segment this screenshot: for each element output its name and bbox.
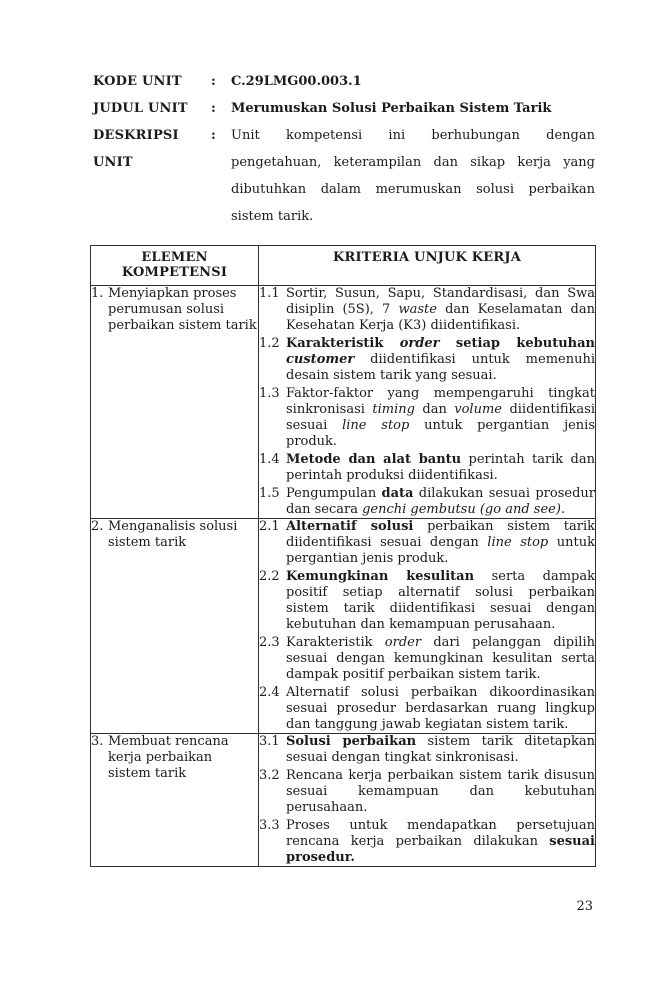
kuk-text-segment: genchi gembutsu (go and see).	[362, 502, 566, 517]
elemen-number: 3.	[91, 734, 104, 749]
kuk-item	[259, 685, 595, 733]
kuk-text	[286, 486, 595, 518]
elemen-item	[91, 734, 258, 782]
elemen-number: 2.	[91, 519, 104, 534]
unit-header-colon: :	[211, 74, 216, 89]
kuk-text-segment: timing	[372, 402, 415, 417]
kuk-text-segment: Faktor-faktor yang mempengaruhi tingkat sinkronisasi	[286, 386, 595, 417]
kuk-text-segment: perintah tarik dan perintah produksi diidentifikasi.	[286, 452, 595, 483]
kuk-text-segment: Alternatif solusi	[286, 519, 414, 534]
unit-header-colon: :	[211, 101, 216, 116]
kuk-text-segment: serta dampak positif setiap alternatif solusi perbaikan sistem tarik diidentifikasi sesuai dengan kebutuhan dan kemampuan perusahaan.	[286, 569, 596, 632]
kuk-text-segment: dari pelanggan dipilih sesuai dengan kemungkinan kesulitan serta dampak positif perbaikan sistem tarik.	[286, 635, 595, 682]
unit-header-label: KODE UNIT	[93, 74, 182, 89]
kuk-text-segment: line stop	[342, 418, 410, 433]
kuk-text	[286, 452, 595, 484]
kuk-text-segment: order	[399, 336, 440, 351]
kuk-text-segment: Karakteristik	[286, 336, 400, 351]
kuk-text	[286, 685, 595, 733]
kuk-number: 3.1	[259, 734, 280, 749]
kuk-number: 3.3	[259, 818, 280, 833]
kuk-text-segment: Proses untuk mendapatkan persetujuan rencana kerja perbaikan dilakukan	[286, 818, 595, 849]
kuk-text-segment: dilakukan sesuai prosedur dan secara	[286, 486, 595, 517]
competency-table-header	[91, 246, 596, 286]
kuk-text	[286, 286, 595, 334]
kuk-text-segment: sesuai prosedur.	[286, 834, 595, 865]
kuk-item	[259, 519, 595, 567]
elemen-kompetensi-cell	[91, 286, 259, 519]
kuk-text-segment: diidentifikasi untuk memenuhi desain sistem tarik yang sesuai.	[286, 352, 595, 383]
kuk-text-segment: Karakteristik	[286, 635, 385, 650]
elemen-text: Menganalisis solusi sistem tarik	[108, 519, 238, 550]
kuk-item	[259, 734, 595, 766]
kuk-text-segment: diidentifikasi sesuai	[286, 402, 595, 433]
kuk-item	[259, 818, 595, 866]
table-row	[91, 734, 596, 867]
unit-header	[93, 68, 595, 230]
kuk-text	[286, 336, 595, 384]
kuk-text-segment: dan Keselamatan dan Kesehatan Kerja (K3) diidentifikasi.	[286, 302, 595, 333]
elemen-kompetensi-cell	[91, 734, 259, 867]
kuk-text	[286, 519, 595, 567]
unit-header-row	[93, 122, 595, 230]
kuk-text-segment: untuk pergantian jenis produk.	[286, 535, 595, 566]
kuk-item	[259, 635, 595, 683]
kuk-text-segment: volume	[454, 402, 502, 417]
elemen-text: Membuat rencana kerja perbaikan sistem tarik	[108, 734, 229, 781]
table-row	[91, 519, 596, 734]
unit-header-label: DESKRIPSI UNIT	[93, 128, 179, 170]
kuk-text	[286, 569, 595, 633]
kuk-item	[259, 386, 595, 450]
kuk-item	[259, 286, 595, 334]
kuk-text	[286, 635, 595, 683]
kuk-text-segment: Solusi perbaikan	[286, 734, 417, 749]
elemen-number: 1.	[91, 286, 104, 301]
kuk-item	[259, 452, 595, 484]
competency-table	[90, 245, 596, 867]
kuk-text-segment: order	[384, 635, 422, 650]
kuk-text-segment: Pengumpulan	[286, 486, 382, 501]
kuk-text-segment: dan	[414, 402, 455, 417]
kuk-text-segment: untuk pergantian jenis produk.	[286, 418, 595, 449]
elemen-item	[91, 286, 258, 334]
kuk-text	[286, 818, 595, 866]
kuk-number: 3.2	[259, 768, 280, 783]
kuk-number: 1.2	[259, 336, 280, 351]
kuk-text-segment: waste	[398, 302, 437, 317]
kriteria-unjuk-kerja-cell	[259, 519, 596, 734]
kuk-text	[286, 768, 595, 816]
competency-table-body	[91, 286, 596, 867]
unit-header-label: JUDUL UNIT	[93, 101, 188, 116]
kuk-number: 1.3	[259, 386, 280, 401]
kuk-text	[286, 386, 595, 450]
kuk-text-segment: Metode dan alat bantu	[286, 452, 462, 467]
kuk-number: 2.4	[259, 685, 280, 700]
kriteria-unjuk-kerja-cell	[259, 286, 596, 519]
kuk-number: 2.3	[259, 635, 280, 650]
kriteria-unjuk-kerja-cell	[259, 734, 596, 867]
kuk-text-segment: Sortir, Susun, Sapu, Standardisasi, dan Swa disiplin (5S), 7	[286, 286, 595, 317]
kuk-item	[259, 569, 595, 633]
unit-header-colon: :	[211, 128, 216, 143]
kuk-item	[259, 768, 595, 816]
kuk-text-segment: Kemungkinan kesulitan	[286, 569, 475, 584]
page-number: 23	[576, 899, 593, 914]
kuk-text-segment: setiap kebutuhan	[439, 336, 595, 351]
kuk-number: 1.4	[259, 452, 280, 467]
kuk-text-segment: customer	[286, 352, 355, 367]
elemen-kompetensi-cell	[91, 519, 259, 734]
kuk-text-segment: Alternatif solusi perbaikan dikoordinasikan sesuai prosedur berdasarkan ruang lingkup dan tanggung jawab kegiatan sistem tarik.	[286, 685, 595, 732]
unit-header-value: C.29LMG00.003.1	[231, 74, 362, 89]
kuk-text-segment: data	[381, 486, 414, 501]
kuk-item	[259, 486, 595, 518]
column-header-elemen-kompetensi: ELEMEN KOMPETENSI	[91, 246, 259, 286]
unit-header-value: Unit kompetensi ini berhubungan dengan pengetahuan, keterampilan dan sikap kerja yang dibutuhkan dalam merumuskan solusi perbaikan sistem tarik.	[231, 128, 595, 224]
elemen-item	[91, 519, 258, 551]
unit-header-row	[93, 68, 595, 95]
unit-header-row	[93, 95, 595, 122]
kuk-item	[259, 336, 595, 384]
header-row	[91, 246, 596, 286]
kuk-number: 2.2	[259, 569, 280, 584]
column-header-kriteria-unjuk-kerja: KRITERIA UNJUK KERJA	[259, 246, 596, 286]
kuk-text-segment: sistem tarik ditetapkan sesuai dengan tingkat sinkronisasi.	[286, 734, 596, 765]
kuk-number: 1.5	[259, 486, 280, 501]
table-row	[91, 286, 596, 519]
kuk-number: 2.1	[259, 519, 280, 534]
kuk-number: 1.1	[259, 286, 280, 301]
unit-header-value: Merumuskan Solusi Perbaikan Sistem Tarik	[231, 101, 552, 116]
kuk-text-segment: Rencana kerja perbaikan sistem tarik disusun sesuai kemampuan dan kebutuhan perusahaan.	[286, 768, 595, 815]
kuk-text	[286, 734, 595, 766]
kuk-text-segment: perbaikan sistem tarik diidentifikasi sesuai dengan	[286, 519, 595, 550]
elemen-text: Menyiapkan proses perumusan solusi perbaikan sistem tarik	[108, 286, 257, 333]
kuk-text-segment: line stop	[487, 535, 549, 550]
